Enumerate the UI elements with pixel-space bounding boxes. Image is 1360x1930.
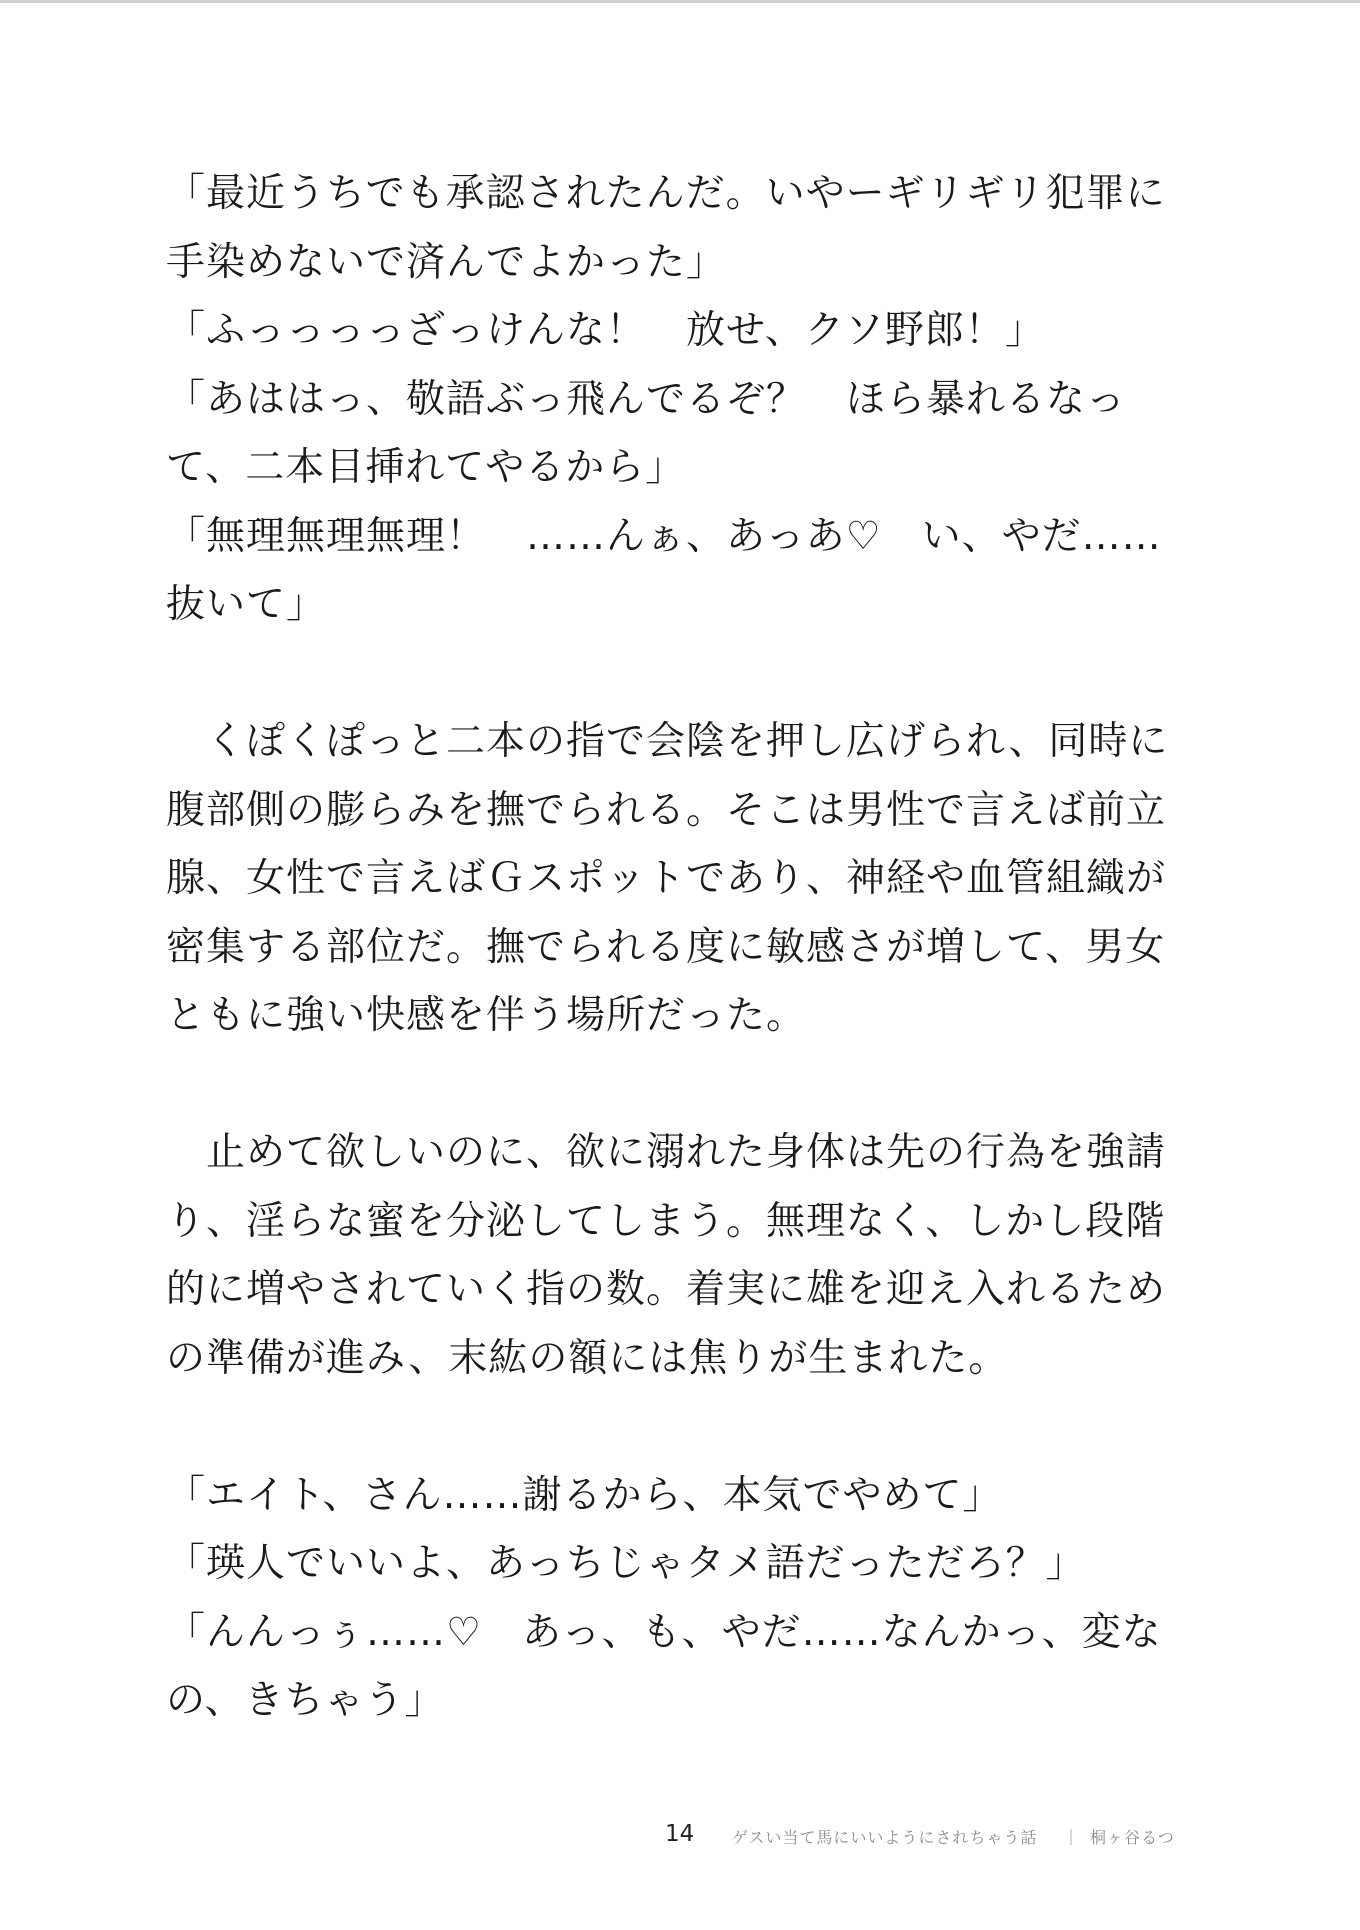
footer-divider: ｜	[1063, 1828, 1080, 1847]
text-line: 「無理無理無理！ ……んぁ、あっあ♡ い、やだ……	[166, 513, 1162, 559]
text-line: 「瑛人でいいよ、あっちじゃタメ語だっただろ？」	[166, 1541, 1086, 1586]
top-rule	[0, 0, 1360, 3]
text-line: 的に増やされていく指の数。着実に雄を迎え入れるため	[166, 1267, 1167, 1312]
text-line: の、きちゃう」	[166, 1678, 445, 1723]
text-line: ともに強い快感を伴う場所だった。	[166, 993, 807, 1038]
text-line: 腺、女性で言えばＧスポットであり、神経や血管組織が	[166, 856, 1167, 901]
text-line: 腹部側の膨らみを撫でられる。そこは男性で言えば前立	[166, 787, 1167, 833]
text-line: 「エイト、さん……謝るから、本気でやめて」	[166, 1472, 1003, 1518]
paragraph-gap	[166, 1393, 1206, 1462]
text-line: くぽくぽっと二本の指で会陰を押し広げられ、同時に	[166, 719, 1169, 764]
text-line: 「んんっぅ……♡ あっ、も、やだ……なんかっ、変な	[166, 1609, 1162, 1655]
book-title: ゲスい当て馬にいいようにされちゃう話	[732, 1828, 1038, 1847]
text-line: 「あははっ、敬語ぶっ飛んでるぞ？ ほら暴れるなっ	[166, 376, 1127, 422]
text-line: 抜いて」	[166, 582, 327, 627]
text-line: て、二本目挿れてやるから」	[166, 445, 686, 490]
text-line: 「ふっっっっざっけんな！ 放せ、クソ野郎！」	[166, 308, 1045, 353]
text-line: 手染めないで済んでよかった」	[166, 239, 727, 285]
text-line: の準備が進み、末紘の額には焦りが生まれた。	[166, 1335, 1009, 1381]
text-line: 「最近うちでも承認されたんだ。いやーギリギリ犯罪に	[166, 171, 1166, 216]
text-line: 密集する部位だ。撫でられる度に敏感さが増して、男女	[166, 924, 1166, 970]
paragraph-gap	[166, 640, 1206, 709]
paragraph-gap	[166, 1051, 1206, 1120]
text-body	[166, 160, 1206, 1736]
text-line: 止めて欲しいのに、欲に溺れた身体は先の行為を強請	[166, 1130, 1167, 1175]
page-footer	[0, 1817, 1360, 1857]
text-line: り、淫らな蜜を分泌してしまう。無理なく、しかし段階	[166, 1198, 1166, 1244]
author-name: 桐ヶ谷るつ	[1090, 1828, 1175, 1847]
page-number: 14	[665, 1821, 695, 1847]
